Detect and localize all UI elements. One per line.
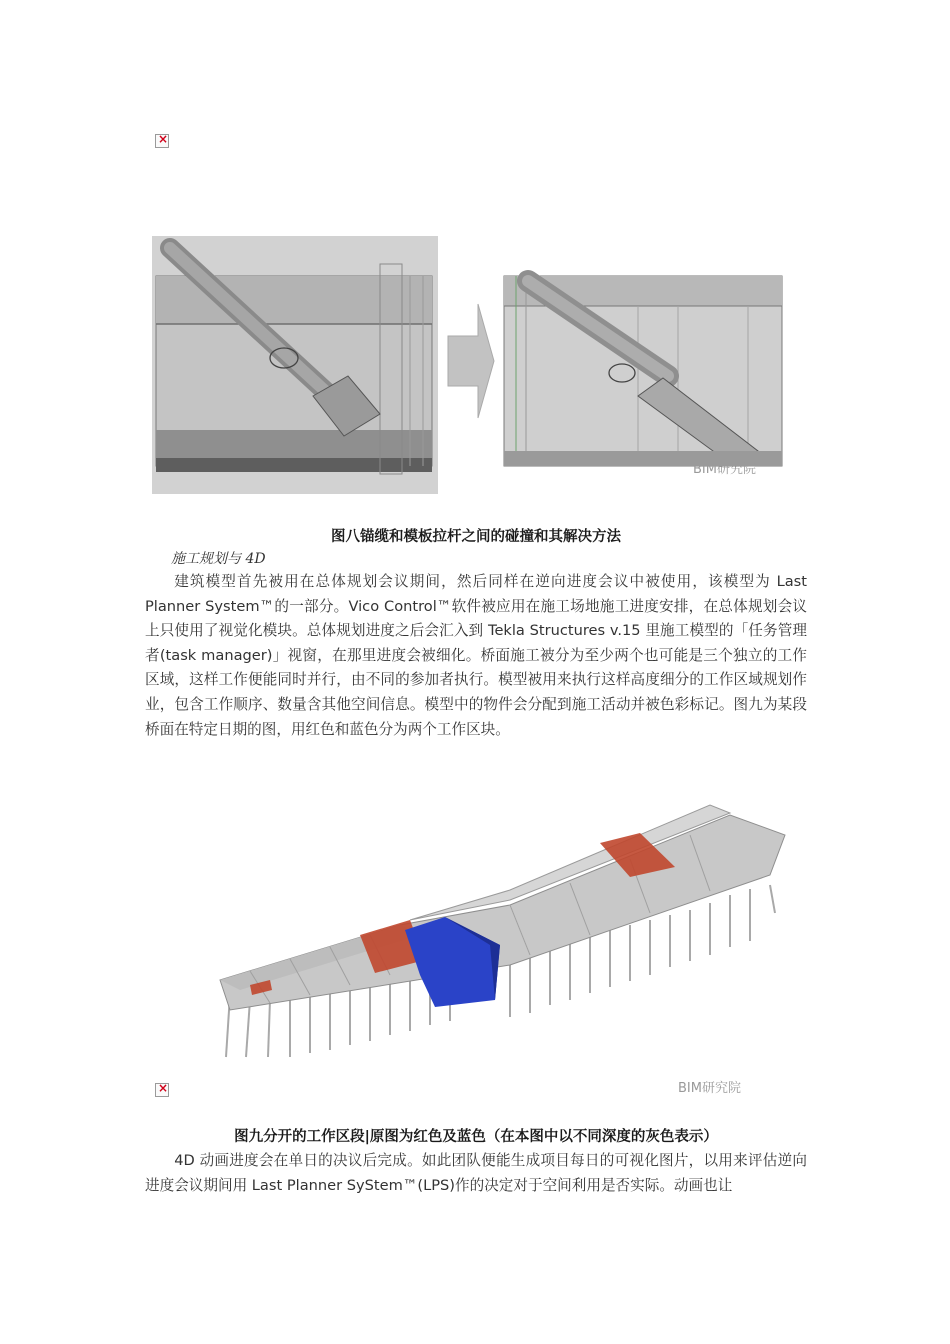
figure-9-illustration [210, 795, 800, 1113]
watermark: BIM研究院 [693, 462, 756, 477]
closing-paragraph: 4D 动画进度会在单日的决议后完成。如此团队便能生成项目每日的可视化图片，以用来评估逆向进度会议期间用 Last Planner SyStem™(LPS)作的决定对于空间利用是否实际。动画也让 [145, 1152, 807, 1194]
figure-9-image [210, 795, 800, 1113]
figure-8-caption: 图八锚缆和模板拉杆之间的碰撞和其解决方法 [331, 529, 621, 545]
figure-9-caption: 图九分开的工作区段|原图为红色及蓝色（在本图中以不同深度的灰色表示） [234, 1129, 718, 1145]
body-paragraph: 建筑模型首先被用在总体规划会议期间，然后同样在逆向进度会议中被使用，该模型为 Last Planner System™的一部分。Vico Control™软件被应用在施工场地施工进度安排，在总体规划会议上只使用了视觉化模块。总体规划进度之后会汇入到 Tekla Structures v.15 里施工模型的「任务管理者(task manager)」视窗，在那里进度会被细化。桥面施工被分为至少两个也可能是三个独立的工作区域，这样工作便能同时并行，由不同的参加者执行。模型被用来执行这样高度细分的工作区域规划作业，包含工作顺序、数量含其他空间信息。模型中的物件会分配到施工活动并被色彩标记。图九为某段桥面在特定日期的图，用红色和蓝色分为两个工作区块。 [145, 573, 807, 738]
figure-8-image [148, 236, 798, 498]
watermark: BIM研究院 [678, 1081, 741, 1096]
section-subheading: 施工规划与 4D [171, 551, 266, 567]
broken-image-icon [155, 134, 169, 148]
broken-image-icon [155, 1083, 169, 1097]
